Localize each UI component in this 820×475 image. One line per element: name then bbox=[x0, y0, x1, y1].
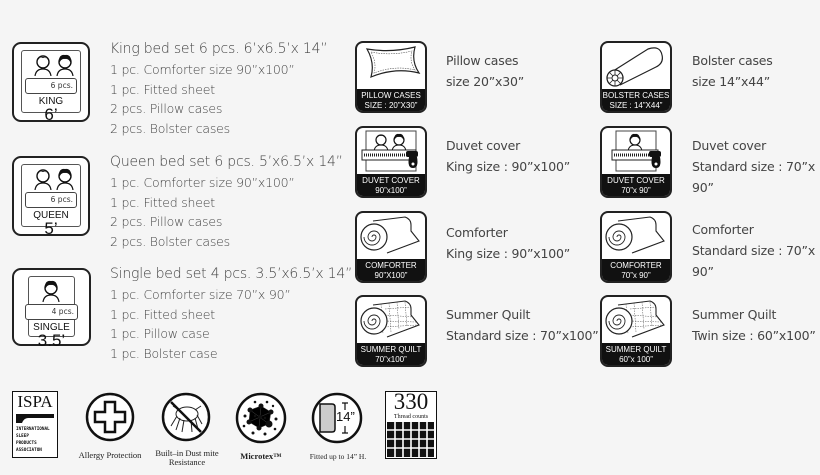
label-line-1: DUVET COVER bbox=[362, 176, 420, 185]
duvet-king-description bbox=[446, 135, 570, 177]
allergy-protection-icon bbox=[85, 392, 135, 442]
set-item: 2 pcs. Bolster cases bbox=[110, 120, 230, 136]
pillow-description bbox=[446, 50, 524, 92]
label-line-1: SUMMER QUILT bbox=[360, 345, 422, 354]
product-name: Duvet cover bbox=[692, 138, 767, 153]
couple-icon bbox=[32, 166, 76, 190]
set-title: Queen bed set 6 pcs. 5’x6.5’x 14” bbox=[110, 154, 343, 170]
label-line-1: COMFORTER bbox=[610, 261, 662, 270]
pieces-count: 6 pcs. bbox=[25, 192, 77, 208]
label-line-1: COMFORTER bbox=[365, 261, 417, 270]
set-item: 1 pc. Fitted sheet bbox=[110, 81, 215, 97]
ispa-line: INTERNATIONAL bbox=[16, 427, 50, 432]
bed-width: 5’ bbox=[44, 219, 58, 238]
couple-icon bbox=[32, 52, 76, 76]
set-item: 1 pc. Comforter size 90”x100” bbox=[110, 62, 295, 77]
product-name: Summer Quilt bbox=[446, 307, 531, 322]
product-size: King size : 90”x100” bbox=[446, 246, 571, 261]
label-line-1: SUMMER QUILT bbox=[605, 345, 667, 354]
set-item: 1 pc. Fitted sheet bbox=[110, 194, 215, 210]
bed-type: KING bbox=[38, 96, 64, 107]
product-name: Comforter bbox=[692, 222, 754, 237]
thread-count-value: 330 bbox=[393, 389, 429, 414]
product-size: Standard size : 70”x100” bbox=[446, 328, 599, 343]
bolster-description bbox=[692, 50, 773, 92]
ispa-logo bbox=[12, 391, 58, 458]
summer-quilt-standard-icon bbox=[355, 295, 427, 367]
pieces-count: 6 pcs. bbox=[25, 78, 77, 94]
duvet-king-icon bbox=[355, 126, 427, 198]
label-line-2: 70”x 90” bbox=[621, 270, 651, 280]
product-size: Standard size : 70”x 90” bbox=[692, 243, 816, 279]
product-size: Twin size : 60”x100” bbox=[692, 328, 816, 343]
label-line-2: 90”x100” bbox=[375, 185, 407, 195]
dust-mite-caption-line-2: Resistance bbox=[168, 457, 206, 467]
king-bed-icon bbox=[12, 42, 90, 122]
summer-quilt-twin-icon bbox=[600, 295, 672, 367]
king-set-description bbox=[110, 39, 327, 138]
label-line-2: 90”X100” bbox=[374, 270, 408, 280]
ispa-title: ISPA bbox=[17, 392, 53, 411]
pieces-count: 4 pcs. bbox=[25, 304, 78, 320]
microtex-icon bbox=[235, 392, 287, 444]
summer-quilt-twin-description bbox=[692, 304, 816, 346]
bed-width: 3.5’ bbox=[37, 331, 66, 350]
bed-type: QUEEN bbox=[33, 210, 69, 221]
queen-set-description bbox=[110, 152, 343, 251]
set-item: 1 pc. Pillow case bbox=[110, 326, 210, 341]
ispa-line: PRODUCTS bbox=[16, 441, 37, 446]
product-size: size 14”x44” bbox=[692, 74, 770, 89]
label-line-1: BOLSTER CASES bbox=[602, 91, 670, 100]
set-title: King bed set 6 pcs. 6’x6.5’x 14” bbox=[110, 41, 328, 57]
dust-mite-caption-line-1: Built–in Dust mite bbox=[155, 448, 219, 458]
summer-quilt-standard-description bbox=[446, 304, 599, 346]
thread-grid-icon bbox=[387, 422, 434, 457]
set-item: 2 pcs. Bolster cases bbox=[110, 233, 230, 249]
bolster-icon bbox=[600, 41, 672, 113]
label-line-2: SIZE : 20”X30” bbox=[364, 100, 418, 110]
bed-type: SINGLE bbox=[33, 322, 70, 333]
product-name: Bolster cases bbox=[692, 53, 773, 68]
ispa-line: SLEEP bbox=[16, 434, 29, 439]
queen-bed-icon bbox=[12, 156, 90, 236]
fitted-depth-value: 14” bbox=[336, 409, 355, 424]
person-icon bbox=[39, 278, 63, 302]
label-line-1: DUVET COVER bbox=[607, 176, 665, 185]
thread-count-label: Thread counts bbox=[393, 414, 429, 420]
comforter-standard-icon bbox=[600, 211, 672, 283]
comforter-standard-description bbox=[692, 219, 820, 282]
single-bed-icon bbox=[12, 268, 91, 350]
comforter-king-description bbox=[446, 222, 570, 264]
product-name: Pillow cases bbox=[446, 53, 519, 68]
set-title: Single bed set 4 pcs. 3.5’x6.5’x 14” bbox=[110, 266, 353, 282]
allergy-caption: Allergy Protection bbox=[78, 450, 142, 460]
bed-width: 6’ bbox=[44, 105, 58, 124]
pillow-icon bbox=[355, 41, 427, 113]
product-size: Standard size : 70”x 90” bbox=[692, 159, 816, 195]
product-size: size 20”x30” bbox=[446, 74, 524, 89]
product-name: Summer Quilt bbox=[692, 307, 777, 322]
label-line-2: 60”x 100” bbox=[619, 354, 653, 364]
comforter-king-icon bbox=[355, 211, 427, 283]
microtex-caption: Microtex™ bbox=[240, 451, 282, 461]
duvet-standard-icon bbox=[600, 126, 672, 198]
dust-mite-caption bbox=[148, 449, 226, 467]
duvet-standard-description bbox=[692, 135, 820, 198]
label-line-2: 70”x 90” bbox=[621, 185, 651, 195]
set-item: 1 pc. Comforter size 70”x 90” bbox=[110, 287, 291, 302]
label-line-2: 70”x100” bbox=[375, 354, 407, 364]
product-name: Duvet cover bbox=[446, 138, 521, 153]
set-item: 1 pc. Fitted sheet bbox=[110, 306, 215, 322]
thread-count-badge bbox=[385, 391, 437, 459]
ispa-stripe-icon bbox=[16, 412, 54, 424]
single-set-description bbox=[110, 264, 352, 363]
fitted-caption: Fitted up to 14” H. bbox=[309, 452, 367, 461]
product-size: King size : 90”x100” bbox=[446, 159, 571, 174]
product-name: Comforter bbox=[446, 225, 508, 240]
set-item: 1 pc. Comforter size 90”x100” bbox=[110, 175, 295, 190]
ispa-line: ASSOCIATON bbox=[16, 448, 42, 453]
set-item: 2 pcs. Pillow cases bbox=[110, 101, 223, 116]
set-item: 2 pcs. Pillow cases bbox=[110, 214, 223, 229]
dust-mite-resistance-icon bbox=[161, 392, 211, 442]
set-item: 1 pc. Bolster case bbox=[110, 345, 218, 361]
label-line-1: PILLOW CASES bbox=[361, 91, 421, 100]
label-line-2: SIZE : 14”X44” bbox=[609, 100, 663, 110]
